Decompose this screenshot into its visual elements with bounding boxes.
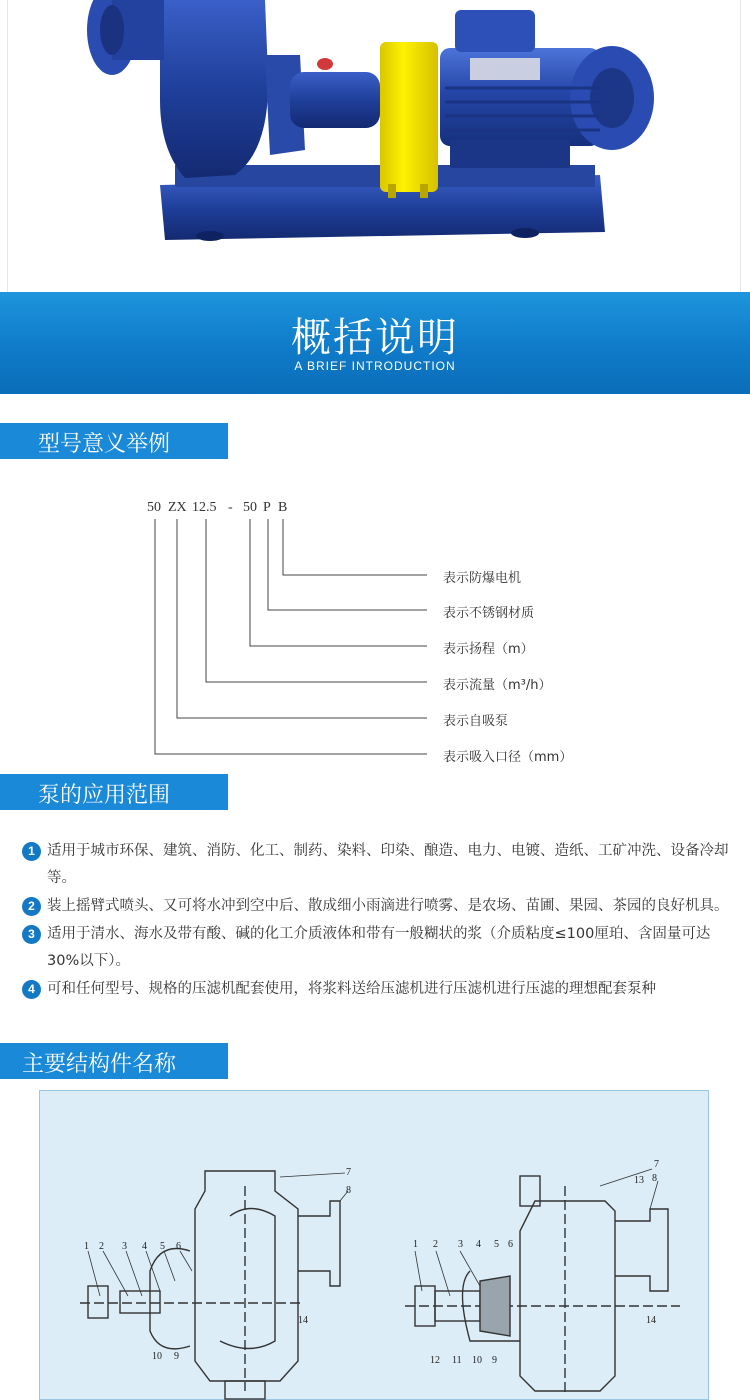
section-heading-parts xyxy=(0,1043,228,1079)
section-heading-usage xyxy=(0,774,228,810)
section-heading-model-text: 型号意义举例 xyxy=(38,432,171,457)
number-badge-icon: 2 xyxy=(22,897,41,916)
banner-subtitle: A BRIEF INTRODUCTION xyxy=(294,359,456,373)
model-meaning: 表示防爆电机 xyxy=(443,571,522,586)
number-badge-icon: 4 xyxy=(22,980,41,999)
model-meaning: 表示吸入口径（mm） xyxy=(443,750,573,765)
model-code-part: P xyxy=(263,500,271,515)
callout-label: 7 xyxy=(654,1159,659,1170)
callout-label: 9 xyxy=(492,1355,497,1366)
callout-label: 1 xyxy=(413,1239,418,1250)
model-meaning: 表示不锈钢材质 xyxy=(443,606,535,621)
callout-label: 13 xyxy=(634,1175,644,1186)
callout-label: 2 xyxy=(99,1241,104,1252)
usage-list xyxy=(22,838,732,1004)
usage-item xyxy=(22,838,732,892)
callout-label: 5 xyxy=(160,1241,165,1252)
usage-item xyxy=(22,921,732,975)
callout-label: 12 xyxy=(430,1355,440,1366)
model-code-part: 50 xyxy=(243,500,257,515)
model-meaning: 表示自吸泵 xyxy=(443,714,509,729)
callout-label: 5 xyxy=(494,1239,499,1250)
callout-label: 6 xyxy=(176,1241,181,1252)
usage-text: 适用于清水、海水及带有酸、碱的化工介质液体和带有一般糊状的浆（介质粘度≤100厘珀、含固量可达30%以下）。 xyxy=(47,926,711,969)
section-heading-parts-text: 主要结构件名称 xyxy=(22,1052,177,1077)
callout-label: 14 xyxy=(646,1315,656,1326)
model-code-part: B xyxy=(278,500,288,515)
callout-label: 1 xyxy=(84,1241,89,1252)
pump-cross-section-drawings xyxy=(40,1091,710,1400)
callout-label: 4 xyxy=(142,1241,147,1252)
banner-title: 概括说明 xyxy=(291,315,459,361)
number-badge-icon: 3 xyxy=(22,925,41,944)
callout-label: 3 xyxy=(122,1241,127,1252)
callout-label: 4 xyxy=(476,1239,481,1250)
usage-text: 装上摇臂式喷头、又可将水冲到空中后、散成细小雨滴进行喷雾、是农场、苗圃、果园、茶园的良好机具。 xyxy=(47,898,729,914)
usage-text: 适用于城市环保、建筑、消防、化工、制药、染料、印染、酿造、电力、电镀、造纸、工矿冲洗、设备冷却等。 xyxy=(47,843,729,886)
usage-text: 可和任何型号、规格的压滤机配套使用，将浆料送给压滤机进行压滤机进行压滤的理想配套泵种 xyxy=(47,981,656,997)
model-code-part: ZX xyxy=(168,500,187,515)
callout-label: 8 xyxy=(346,1185,351,1196)
callout-label: 3 xyxy=(458,1239,463,1250)
section-heading-usage-text: 泵的应用范围 xyxy=(38,783,171,808)
model-code-part: 50 xyxy=(147,500,161,515)
usage-item xyxy=(22,976,732,1003)
callout-label: 11 xyxy=(452,1355,462,1366)
callout-label: 9 xyxy=(174,1351,179,1362)
structure-drawing-panel xyxy=(39,1090,709,1400)
model-meaning: 表示流量（m³/h） xyxy=(443,678,552,693)
callout-label: 2 xyxy=(433,1239,438,1250)
usage-item xyxy=(22,893,732,920)
callout-label: 7 xyxy=(346,1167,351,1178)
callout-label: 8 xyxy=(652,1173,657,1184)
number-badge-icon: 1 xyxy=(22,842,41,861)
model-code-part: 12.5 xyxy=(192,500,217,515)
callout-label: 10 xyxy=(152,1351,162,1362)
callout-label: 14 xyxy=(298,1315,308,1326)
model-meaning: 表示扬程（m） xyxy=(443,642,534,657)
model-code-part: - xyxy=(228,500,233,515)
callout-label: 6 xyxy=(508,1239,513,1250)
callout-label: 10 xyxy=(472,1355,482,1366)
